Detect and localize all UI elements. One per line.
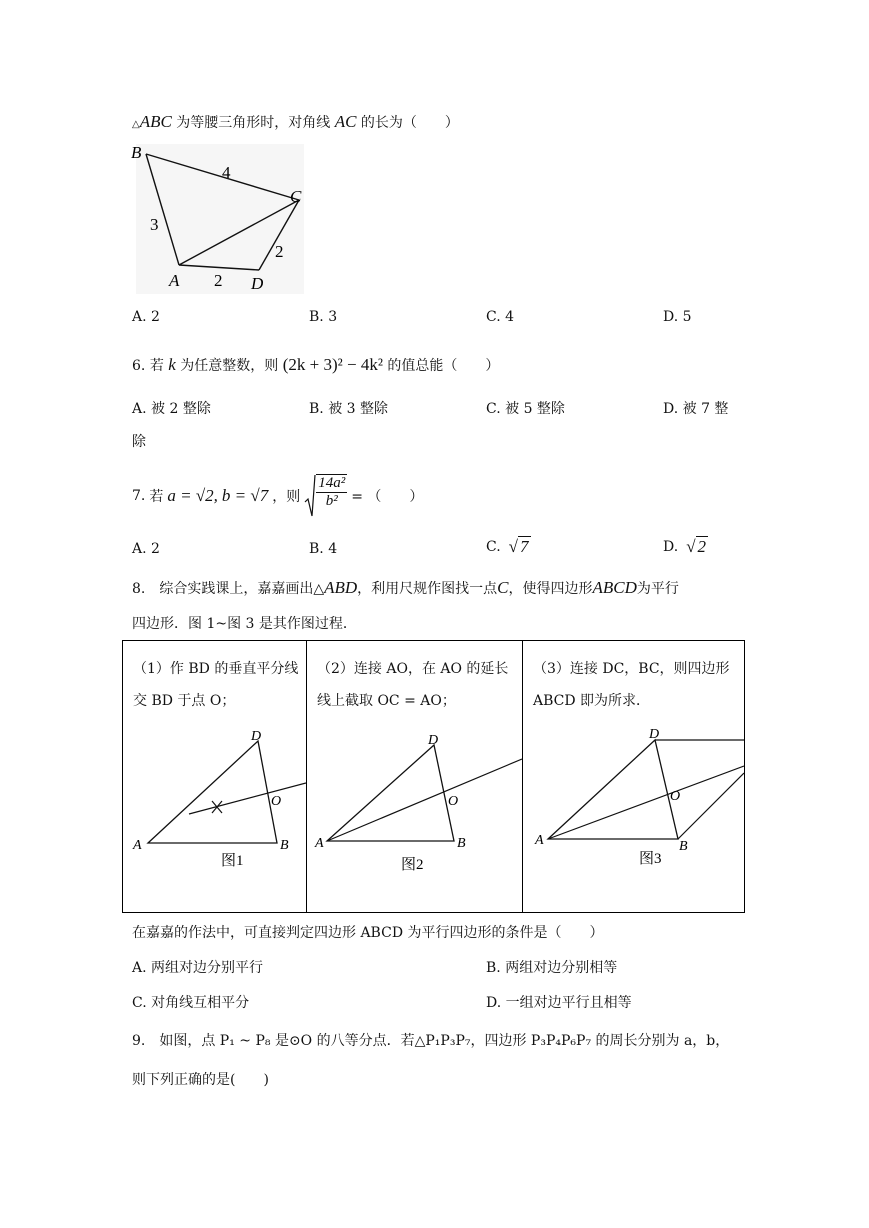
fig3-label-b: B (679, 839, 688, 854)
q7-option-c[interactable] (486, 537, 531, 557)
q8-option-b[interactable]: B. 两组对边分别相等 (486, 960, 618, 976)
length-bc: 4 (222, 163, 231, 182)
q9-line1: 9. 如图，点 P₁ ~ P₈ 是⊙O 的八等分点．若△P₁P₃P₇，四边形 P₃P₄P₆P₇ 的周长分别为 a，b， (132, 1033, 730, 1049)
q8-line1-a: 8. 综合实践课上，嘉嘉画出△ (132, 581, 325, 597)
q6-option-d-wrap: 除 (132, 434, 146, 450)
label-a: A (169, 271, 180, 290)
q5-option-d[interactable]: D. 5 (663, 309, 692, 325)
length-ad: 2 (214, 271, 223, 290)
q7-option-c-radicand: 7 (520, 537, 529, 556)
q6-number: 6. (132, 358, 146, 374)
q7-text-a: 若 (149, 489, 164, 505)
q5-option-a[interactable]: A. 2 (132, 309, 160, 325)
q8-step1-cell (123, 641, 306, 912)
q8-abd: ABD (324, 578, 358, 597)
fig2-label-d: D (428, 733, 439, 748)
q5-stem-text: 为等腰三角形时，对角线 (176, 115, 331, 131)
q8-figure1 (123, 721, 306, 871)
q7-stem (132, 474, 423, 518)
q6-stem (132, 355, 499, 375)
q6-option-a[interactable]: A. 被 2 整除 (132, 401, 211, 417)
label-b: B (131, 143, 142, 162)
q8-option-d[interactable]: D. 一组对边平行且相等 (486, 995, 632, 1011)
q7-option-c-label: C. (486, 539, 501, 555)
q5-stem-suffix: 的长为（ ） (360, 115, 459, 131)
q8-step2-cell (307, 641, 522, 912)
q7-option-b[interactable]: B. 4 (309, 541, 338, 557)
q7-option-c-value: √ 7 (508, 537, 529, 556)
q6-var-k: k (168, 355, 176, 374)
q8-option-a[interactable]: A. 两组对边分别平行 (132, 960, 264, 976)
q5-stem (132, 112, 459, 132)
q8-line1-b: ，利用尺规作图找一点 (357, 581, 498, 597)
label-d: D (251, 274, 264, 293)
q7-eq-a: a = √2, (167, 486, 218, 505)
q7-option-d-value: √ 2 (686, 537, 707, 556)
q8-line1 (132, 578, 679, 598)
q6-text-b: 为任意整数，则 (180, 358, 279, 374)
q8-step3-text: （3）连接 DC，BC，则四边形 ABCD 即为所求． (533, 661, 730, 709)
q6-expression: (2k + 3)² − 4k² (282, 355, 383, 374)
q8-line1-d: ，使得四边形 (508, 581, 593, 597)
q8-step1-text: （1）作 BD 的垂直平分线交 BD 于点 O； (133, 661, 299, 709)
q8-line1-e: 为平行 (636, 581, 679, 597)
length-ab: 3 (150, 215, 159, 234)
q6-text-a: 若 (149, 358, 164, 374)
fig2-label-o: O (448, 794, 459, 809)
q6-option-b[interactable]: B. 被 3 整除 (309, 401, 388, 417)
q8-step3-cell (523, 641, 744, 912)
fig1-label-o: O (271, 794, 282, 809)
q7-option-d-radicand: 2 (697, 537, 707, 556)
fig2-label-a: A (315, 836, 324, 851)
q8-question: 在嘉嘉的作法中，可直接判定四边形 ABCD 为平行四边形的条件是（ ） (132, 925, 604, 941)
q5-abc: ABC (139, 112, 172, 131)
q6-option-c[interactable]: C. 被 5 整除 (486, 401, 565, 417)
q5-option-c[interactable]: C. 4 (486, 309, 515, 325)
q7-option-d[interactable] (663, 537, 708, 557)
triangle-symbol: △ (132, 119, 140, 130)
q8-line2: 四边形．图 1~图 3 是其作图过程． (132, 616, 357, 632)
q5-ac: AC (334, 112, 357, 131)
ao-extension (327, 759, 522, 841)
radical-sign-icon (304, 474, 316, 518)
q8-figure3 (523, 726, 744, 876)
fig3-caption: 图3 (639, 851, 662, 867)
q8-option-c[interactable]: C. 对角线互相平分 (132, 995, 250, 1011)
q8-step2-text: （2）连接 AO，在 AO 的延长线上截取 OC = AO； (317, 661, 509, 709)
q8-figure2 (307, 731, 522, 881)
q9-line2: 则下列正确的是( ) (132, 1072, 269, 1088)
q5-option-b[interactable]: B. 3 (309, 309, 338, 325)
fig3-label-o: O (670, 789, 681, 804)
fig1-label-a: A (133, 838, 142, 853)
q7-option-d-label: D. (663, 539, 679, 555)
length-cd: 2 (275, 242, 284, 261)
q8-construction-table (122, 640, 745, 913)
q6-option-d[interactable]: D. 被 7 整 (663, 401, 729, 417)
q8-point-c: C (497, 578, 509, 597)
fig1-caption: 图1 (221, 853, 244, 869)
perpendicular-bisector (189, 783, 306, 814)
edge-bc (678, 773, 744, 839)
q7-option-a[interactable]: A. 2 (132, 541, 160, 557)
fig1-label-d: D (251, 729, 262, 744)
q7-eq-b: b = √7 (221, 486, 269, 505)
fig3-label-d: D (649, 727, 660, 742)
q6-text-c: 的值总能（ ） (387, 358, 500, 374)
q7-text-b: ，则 (272, 489, 301, 505)
fig2-caption: 图2 (401, 857, 424, 873)
label-c: C (290, 187, 302, 206)
fig1-label-b: B (280, 838, 289, 853)
q8-abcd: ABCD (592, 578, 637, 597)
q7-number: 7. (132, 488, 146, 504)
q7-radical (304, 474, 347, 518)
q7-denominator: b² (325, 493, 338, 509)
q7-tail: = （ ） (351, 489, 424, 505)
q7-numerator: 14a² (318, 475, 346, 491)
fig3-label-a: A (535, 833, 544, 848)
q5-quadrilateral-figure (128, 140, 318, 300)
fig2-label-b: B (457, 836, 466, 851)
